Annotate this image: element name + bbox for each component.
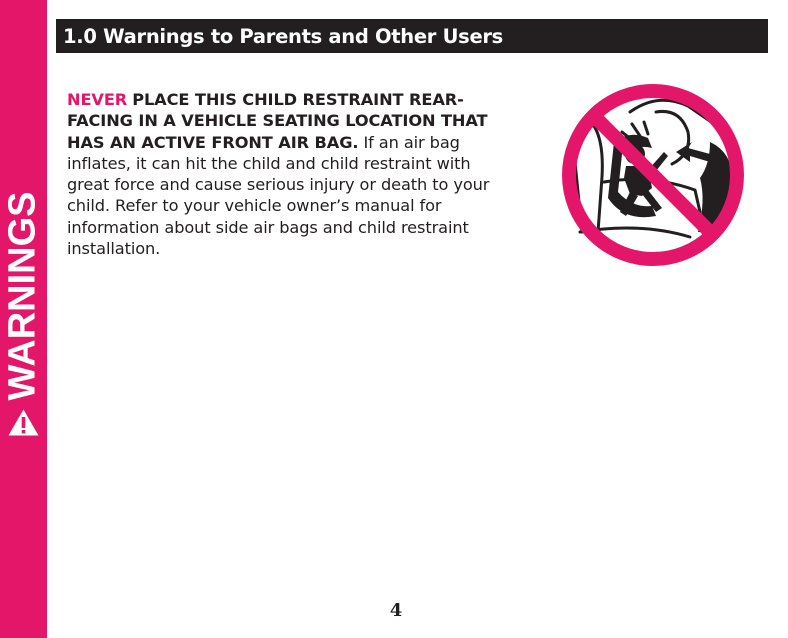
page-number: 4 <box>389 600 403 621</box>
warning-triangle-icon <box>7 409 39 437</box>
warning-lead: NEVER <box>67 90 128 109</box>
warning-body-text: If an air bag inflates, it can hit the child and child restraint with great force and cause serious injury or death to your child. Refer to your vehicle owner’s manual for information about side air bags and child restraint installation. <box>67 132 490 259</box>
section-title: 1.0 Warnings to Parents and Other Users <box>63 24 503 48</box>
no-rear-facing-airbag-icon <box>560 82 746 268</box>
side-warning-label <box>2 192 45 439</box>
warning-paragraph <box>67 89 517 259</box>
side-warning-text: WARNINGS <box>1 191 44 401</box>
side-warning-band <box>0 0 47 638</box>
section-header <box>56 19 768 53</box>
warning-caps-text: PLACE THIS CHILD RESTRAINT REAR-FACING IN A VEHICLE SEATING LOCATION THAT HAS AN ACTIVE FRONT AIR BAG. <box>67 90 488 152</box>
